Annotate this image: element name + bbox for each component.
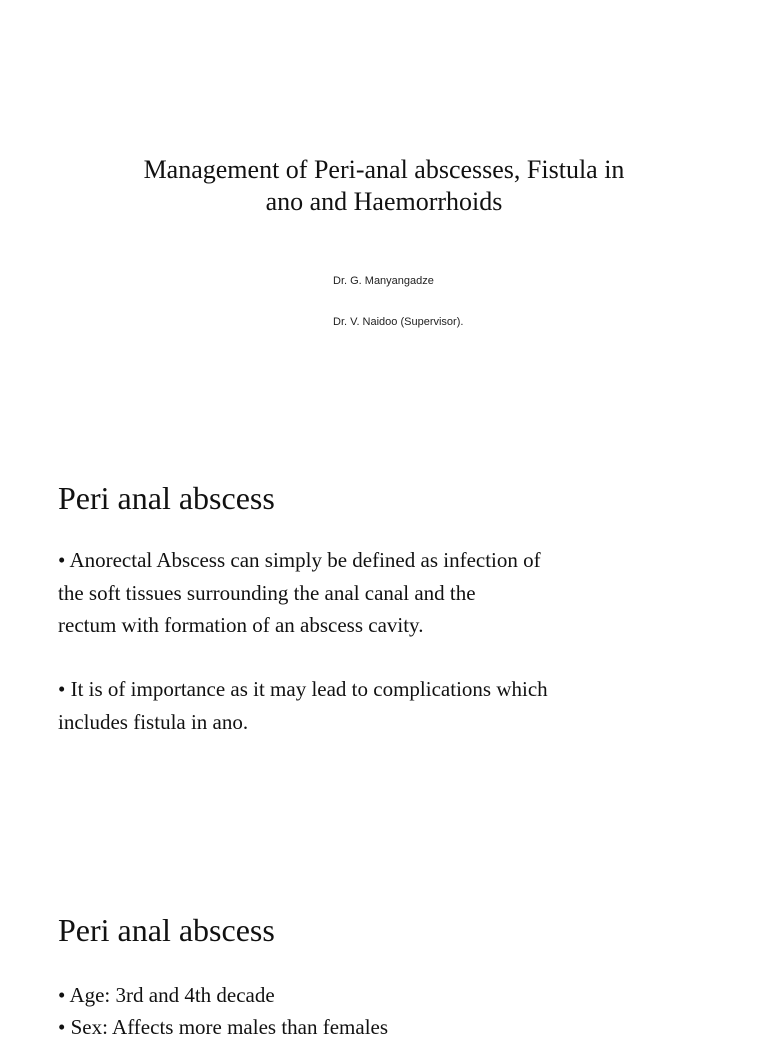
bullet-age [58,979,618,1012]
bullet-line: • It is of importance as it may lead to complications which [58,677,548,701]
bullet-sex [58,1011,618,1044]
bullet-line: includes fistula in ano. [58,709,249,734]
title-line-2: ano and Haemorrhoids [265,187,503,216]
title-line-1: Management of Peri-anal abscesses, Fistula in [143,155,625,184]
bullet-line: • Age: 3rd and 4th decade [58,983,275,1007]
slide-heading: Peri anal abscess [58,912,275,948]
bullet-line: the soft tissues surrounding the anal canal and the [58,580,476,605]
slide-heading: Peri anal abscess [58,480,275,516]
bullet-line: • Sex: Affects more males than females [58,1015,389,1039]
supervisor-name: Dr. V. Naidoo (Supervisor). [333,316,464,328]
bullet-line: rectum with formation of an abscess cavity. [58,613,424,637]
bullet-definition [58,544,618,642]
bullet-line: • Anorectal Abscess can simply be defined as infection of [58,548,541,572]
author-name: Dr. G. Manyangadze [333,275,434,287]
presentation-title [96,154,672,218]
bullet-importance [58,673,618,738]
